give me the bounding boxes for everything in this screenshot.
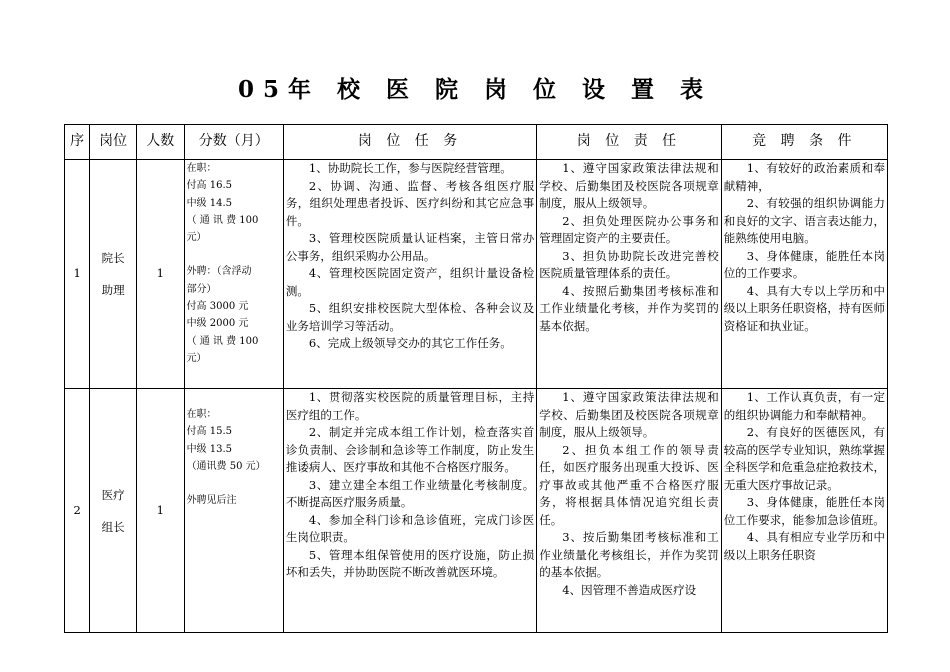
- score-line: 元）: [186, 232, 207, 244]
- score-line: 付高 15.5: [186, 426, 233, 438]
- score-gap: [187, 246, 281, 263]
- table-row: [65, 389, 888, 633]
- page-title: 05年 校 医 院 岗 位 设 置 表: [237, 76, 713, 103]
- duty-item: 2、担负本组工作的领导责任，如医疗服务出现重大投诉、医疗事故或其他严重不合格医疗服务，将根据具体情况追究组长责任。: [539, 442, 719, 527]
- score-line: 在职：: [186, 163, 217, 174]
- task-item: 4、参加全科门诊和急诊值班，完成门诊医生岗位职责。: [285, 512, 535, 544]
- requirement-item: 3、身体健康，能胜任本岗位的工作要求。: [723, 248, 885, 280]
- requirement-item: 3、身体健康，能胜任本岗位工作要求，能参加急诊值班。: [723, 495, 885, 527]
- duty-item: 1、遵守国家政策法律法规和学校、后勤集团及校医院各项规章制度，服从上级领导。: [539, 390, 719, 439]
- post-line: 院长: [101, 251, 125, 265]
- duty-item: 1、遵守国家政策法律法规和学校、后勤集团及校医院各项规章制度，服从上级领导。: [539, 161, 719, 210]
- row-score: [184, 389, 283, 633]
- score-line: 中级 13.5: [186, 443, 233, 455]
- score-line: （通讯费 50 元）: [186, 460, 266, 472]
- requirement-item: 4、具有相应专业学历和中级以上职务任职资: [723, 530, 885, 562]
- task-item: 1、协助院长工作，参与医院经营管理。: [308, 161, 512, 175]
- table-header-row: [65, 125, 888, 160]
- post-line: 助理: [101, 283, 125, 297]
- score-line: 在职：: [186, 409, 217, 420]
- score-line: 中级 14.5: [186, 197, 233, 209]
- header-tasks: 岗 位 任 务: [283, 125, 536, 160]
- requirement-item: 2、有较强的组织协调能力和良好的文字、语言表达能力，能熟练使用电脑。: [723, 196, 885, 245]
- requirements-clip: [724, 389, 885, 632]
- row-seq: 2: [65, 389, 90, 633]
- row-count: 1: [136, 389, 184, 633]
- row-seq: 1: [65, 160, 90, 389]
- row-duties: [537, 160, 721, 389]
- task-item: 6、完成上级领导交办的其它工作任务。: [308, 336, 512, 350]
- header-requirements: 竞 聘 条 件: [721, 125, 887, 160]
- score-line: （ 通 讯 费 100: [186, 335, 259, 347]
- score-line: （ 通 讯 费 100: [186, 214, 259, 226]
- score-line: 付高 3000 元: [186, 301, 249, 313]
- requirement-item: 1、有较好的政治素质和奉献精神，: [723, 161, 885, 193]
- score-gap: [187, 389, 281, 406]
- duty-item: 3、按后勤集团考核标准和工作业绩量化考核组长，并作为奖罚的基本依据。: [539, 530, 719, 579]
- post-line: 组长: [101, 519, 125, 534]
- duty-item: 2、担负处理医院办公事务和管理固定资产的主要责任。: [539, 213, 719, 245]
- requirement-item: 1、工作认真负责，有一定的组织协调能力和奉献精神。: [723, 390, 885, 422]
- task-item: 3、管理校医院质量认证档案，主管日常办公事务，组织采购办公用品。: [285, 231, 535, 263]
- header-post: 岗位: [90, 125, 137, 160]
- header-seq: 序: [65, 125, 90, 160]
- requirement-item: 2、有良好的医德医风，有较高的医学专业知识，熟练掌握全科医学和危重急症抢救技术，无重大医疗事故记录。: [723, 425, 885, 492]
- score-line: 付高 16.5: [186, 180, 233, 192]
- row-post: [90, 389, 137, 633]
- duty-item: 3、担负协助院长改进完善校医院质量管理体系的责任。: [539, 248, 719, 280]
- table-row: [65, 160, 888, 389]
- header-score: 分数（月）: [184, 125, 283, 160]
- task-item: 1、贯彻落实校医院的质量管理目标，主持医疗组的工作。: [285, 390, 535, 422]
- position-table: [64, 124, 888, 633]
- score-line: 元）: [186, 352, 207, 364]
- row-requirements: [721, 389, 887, 633]
- row-count: 1: [136, 160, 184, 389]
- row-requirements: [721, 160, 887, 389]
- task-item: 5、组织安排校医院大型体检、各种会议及业务培训学习等活动。: [285, 301, 535, 333]
- header-duties: 岗 位 责 任: [537, 125, 721, 160]
- row-tasks: [283, 160, 536, 389]
- score-line: 外聘见后注: [186, 495, 237, 507]
- score-line: 中级 2000 元: [186, 318, 249, 330]
- row-duties: [537, 389, 721, 633]
- header-count: 人数: [136, 125, 184, 160]
- score-line: 部分）: [186, 283, 217, 295]
- score-gap: [187, 475, 281, 492]
- duties-clip: [539, 389, 718, 632]
- duty-item: 4、因管理不善造成医疗设: [562, 582, 697, 597]
- task-item: 2、协调、沟通、监督、考核各组医疗服务，组织处理患者投诉、医疗纠纷和其它应急事件。: [285, 178, 535, 228]
- task-item: 3、建立建全本组工作业绩量化考核制度。不断提高医疗服务质量。: [285, 477, 535, 509]
- duty-item: 4、按照后勤集团考核标准和工作业绩量化考核，并作为奖罚的基本依据。: [539, 283, 719, 333]
- task-item: 5、管理本组保管使用的医疗设施，防止损坏和丢失，并协助医院不断改善就医环境。: [285, 547, 535, 579]
- row-score: [184, 160, 283, 389]
- post-line: 医疗: [101, 487, 125, 502]
- tasks-clip: [286, 389, 534, 632]
- task-item: 4、管理校医院固定资产，组织计量设备检测。: [285, 266, 535, 298]
- row-tasks: [283, 389, 536, 633]
- row-post: [90, 160, 137, 389]
- task-item: 2、制定并完成本组工作计划，检查落实首诊负责制、会诊制和急诊等工作制度，防止发生推诿病人、医疗事故和其他不合格医疗服务。: [285, 425, 535, 474]
- requirement-item: 4、具有大专以上学历和中级以上职务任职资格，持有医师资格证和执业证。: [723, 283, 885, 333]
- score-clip: [187, 389, 281, 632]
- score-line: 外聘：（含浮动: [186, 266, 252, 278]
